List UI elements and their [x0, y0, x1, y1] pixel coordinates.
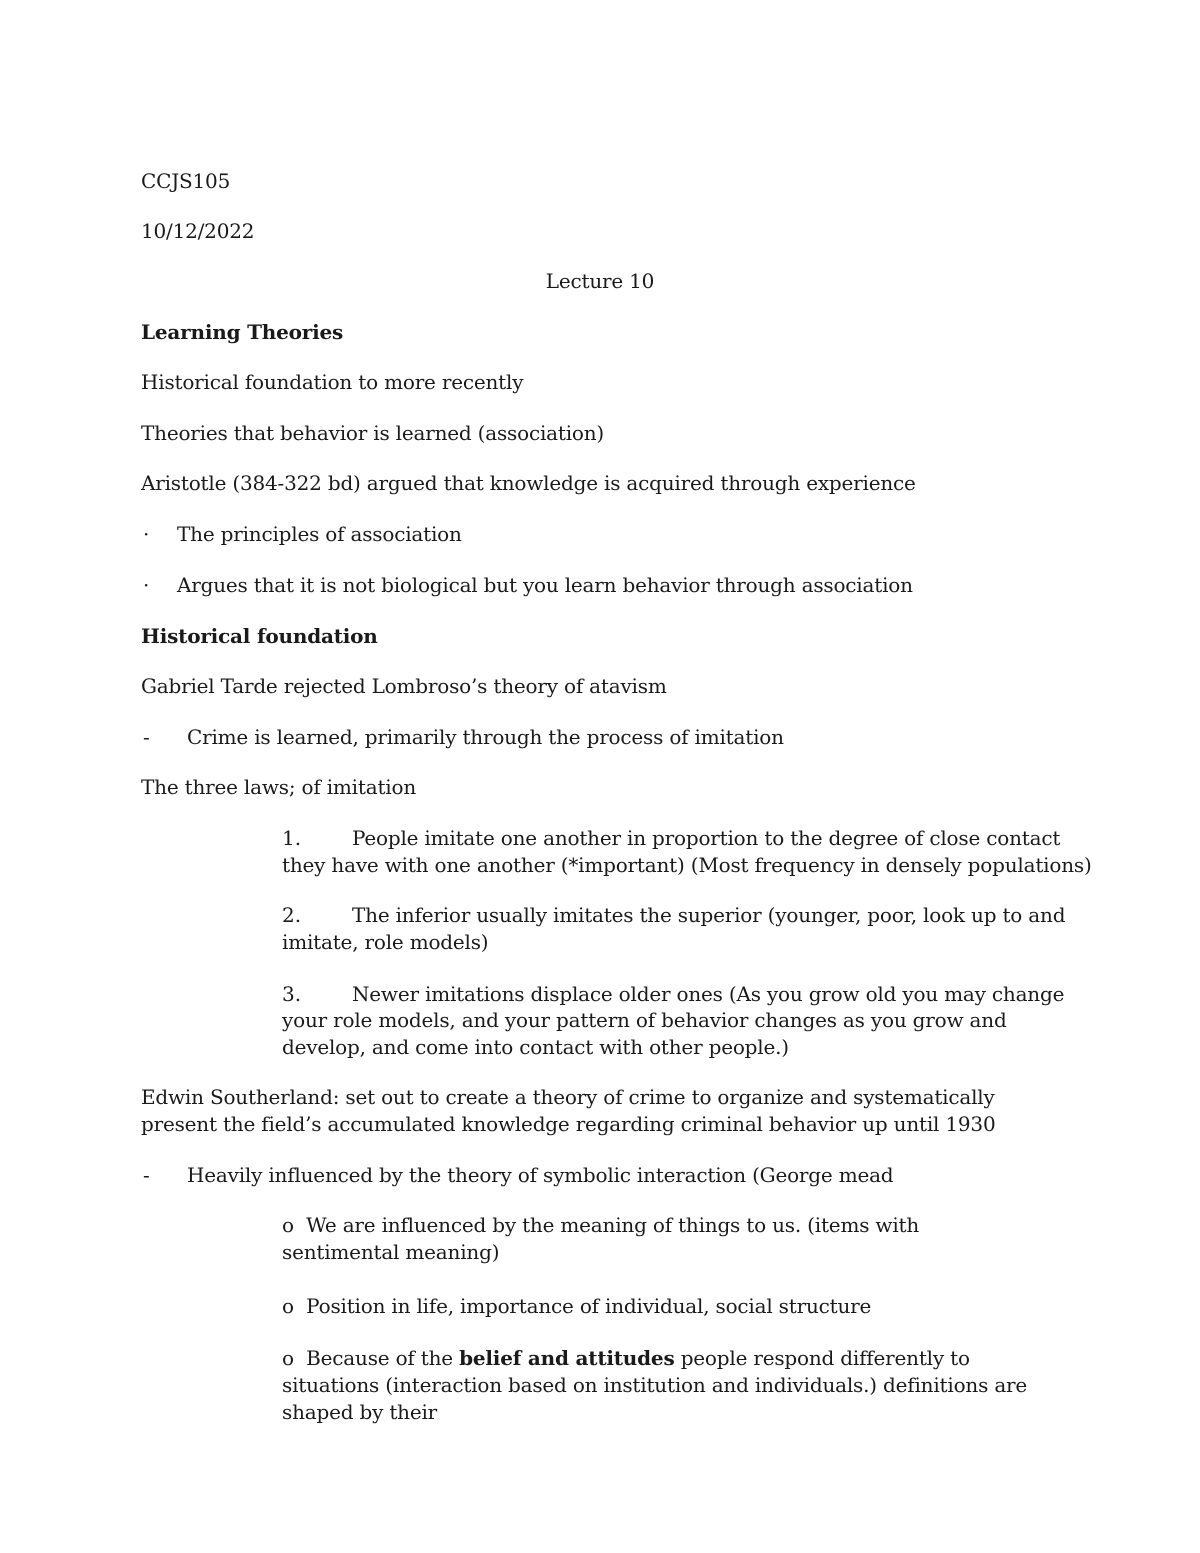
body-line: Historical foundation to more recently	[141, 370, 524, 394]
lecture-date: 10/12/2022	[141, 219, 255, 243]
bullet-item: Argues that it is not biological but you learn behavior through association	[177, 573, 913, 597]
law-text-line1: Newer imitations displace older ones (As you grow old you may change	[352, 982, 1065, 1006]
sub-item	[282, 1292, 871, 1320]
sub-marker: o	[282, 1346, 294, 1370]
section-heading-learning-theories: Learning Theories	[141, 320, 344, 344]
bullet-marker: ·	[143, 522, 150, 546]
sub-item	[282, 1212, 1042, 1266]
body-line: Gabriel Tarde rejected Lombroso’s theory of atavism	[141, 674, 667, 698]
dash-item: Crime is learned, primarily through the process of imitation	[187, 725, 784, 749]
sub-item-text: people respond differently to situations (interaction based on institution and individuals.) definitions are shaped by their	[282, 1346, 1028, 1424]
sub-item-text: Because of the	[306, 1346, 460, 1370]
dash-marker: -	[143, 1163, 150, 1187]
sub-marker: o	[282, 1213, 294, 1237]
bullet-marker: ·	[143, 573, 150, 597]
law-text-rest: your role models, and your pattern of behavior changes as you grow and develop, and come into contact with other people.)	[282, 1008, 1007, 1059]
law-text-rest: imitate, role models)	[282, 930, 489, 954]
sub-item	[282, 1345, 1062, 1426]
lecture-title: Lecture 10	[545, 269, 655, 293]
sub-item-emphasis: belief and attitudes	[459, 1346, 675, 1370]
law-number: 2.	[282, 903, 302, 927]
law-text-line1: The inferior usually imitates the superior (younger, poor, look up to and	[352, 903, 1066, 927]
sub-marker: o	[282, 1294, 294, 1318]
sub-item-text: We are influenced by the meaning of things to us. (items with sentimental meaning)	[282, 1213, 920, 1264]
law-number: 1.	[282, 826, 302, 850]
body-line: Theories that behavior is learned (association)	[141, 421, 605, 445]
law-text-rest: they have with one another (*important) (Most frequency in densely populations)	[282, 853, 1092, 877]
course-code: CCJS105	[141, 169, 231, 193]
laws-label: The three laws; of imitation	[141, 775, 416, 799]
section-heading-historical-foundation: Historical foundation	[141, 624, 378, 648]
dash-marker: -	[143, 725, 150, 749]
bullet-item: The principles of association	[177, 522, 462, 546]
law-number: 3.	[282, 982, 302, 1006]
dash-item: Heavily influenced by the theory of symbolic interaction (George mead	[187, 1163, 894, 1187]
law-text-line1: People imitate one another in proportion to the degree of close contact	[352, 826, 1061, 850]
body-line: Aristotle (384-322 bd) argued that knowledge is acquired through experience	[141, 471, 916, 495]
sutherland-paragraph: Edwin Southerland: set out to create a theory of crime to organize and systematically present the field’s accumulated knowledge regarding criminal behavior up until 1930	[141, 1085, 996, 1136]
sub-item-text: Position in life, importance of individual, social structure	[306, 1294, 872, 1318]
